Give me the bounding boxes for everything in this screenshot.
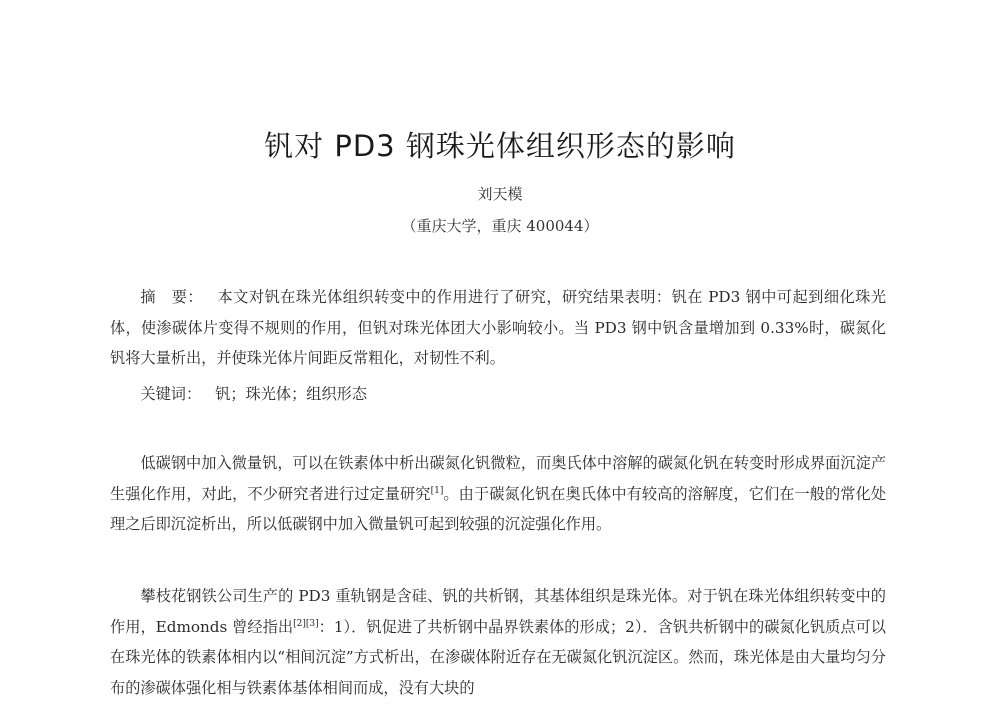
abstract — [110, 282, 886, 374]
body-paragraph-2 — [110, 581, 886, 703]
author-name: 刘天模 — [477, 185, 523, 203]
paper-title: 钒对 PD3 钢珠光体组织形态的影响 — [264, 129, 736, 163]
author-affiliation: （重庆大学，重庆 400044） — [401, 217, 599, 235]
body-paragraph-1 — [110, 448, 886, 540]
keywords — [110, 379, 886, 410]
paragraph-2-part-2: ：1）．钒促进了共析钢中晶界铁素体的形成；2）．含钒共析钢中的碳氮化钒质点可以在珠光体的铁素体相内以“相间沉淀”方式析出，在渗碳体附近存在无碳氮化钒沉淀区。然而，珠光体是由大量均匀分布的渗碳体强化相与铁素体基体相间而成，没有大块的 — [110, 617, 886, 697]
abstract-text: 本文对钒在珠光体组织转变中的作用进行了研究，研究结果表明：钒在 PD3 钢中可起到细化珠光体，使渗碳体片变得不规则的作用，但钒对珠光体团大小影响较小。当 PD3 钢中钒含量增加到 0.33%时，碳氮化钒将大量析出，并使珠光体片间距反常粗化，对韧性不利。 — [110, 288, 887, 368]
paragraph-2-part-1: 攀枝花钢铁公司生产的 PD3 重轨钢是含硅、钒的共析钢，其基体组织是珠光体。对于钒在珠光体组织转变中的作用，Edmonds 曾经指出 — [110, 587, 886, 636]
paragraph-1-part-1: 低碳钢中加入微量钒，可以在铁素体中析出碳氮化钒微粒，而奥氏体中溶解的碳氮化钒在转变时形成界面沉淀产生强化作用，对此，不少研究者进行过定量研究 — [110, 454, 886, 503]
citation-ref-1: [1] — [430, 485, 444, 496]
keywords-text: 钒；珠光体；组织形态 — [215, 385, 368, 403]
paragraph-1-part-2: 。由于碳氮化钒在奥氏体中有较高的溶解度，它们在一般的常化处理之后即沉淀析出，所以低碳钢中加入微量钒可起到较强的沉淀强化作用。 — [110, 484, 887, 534]
abstract-label: 摘 要： — [140, 288, 204, 306]
citation-ref-2-3: [2][3] — [293, 618, 319, 629]
keywords-label: 关键词： — [140, 385, 202, 403]
